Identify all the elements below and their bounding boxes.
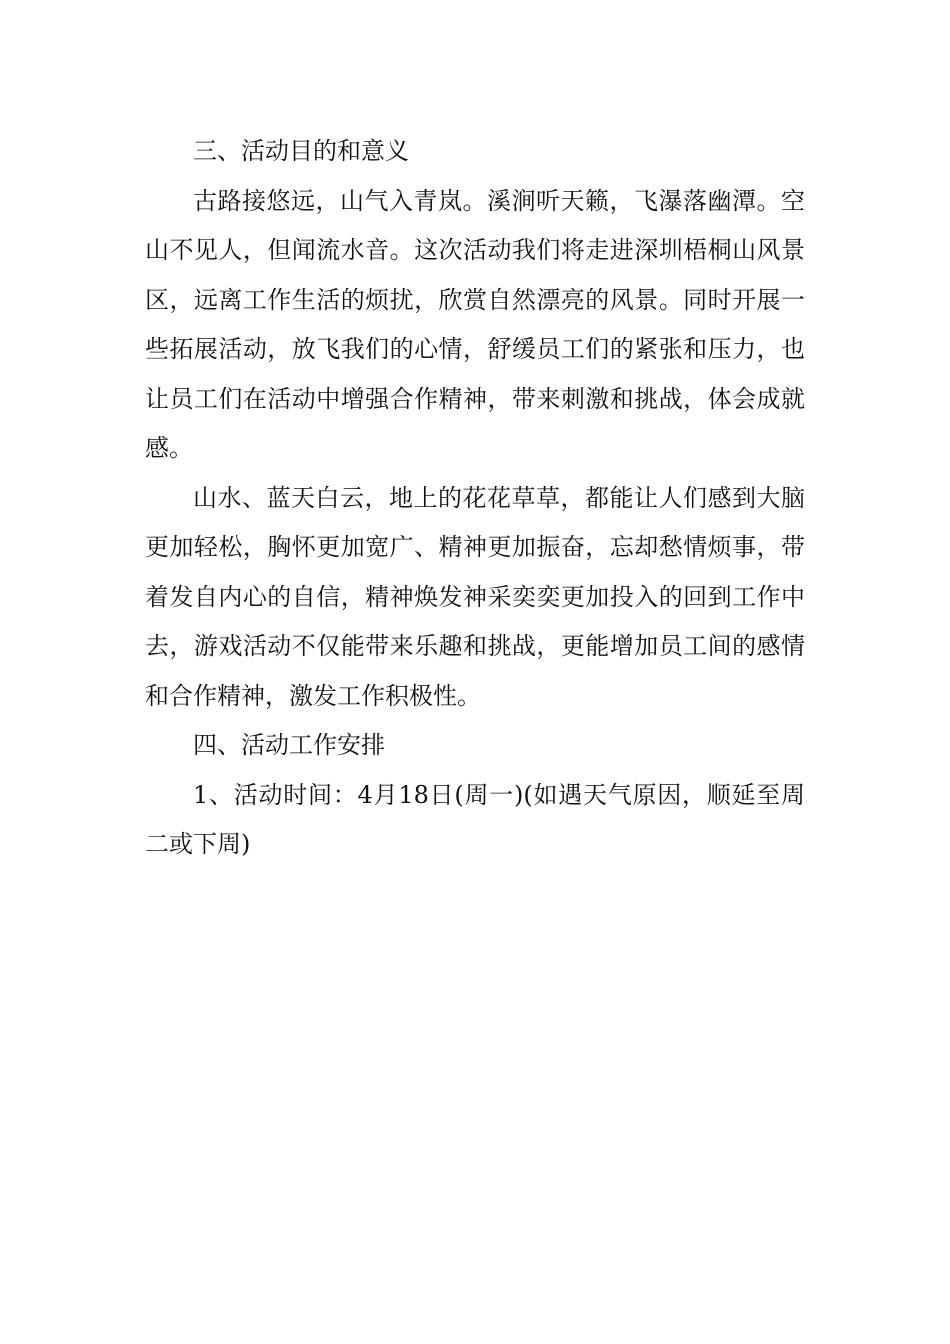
paragraph-activity-time: 1、活动时间：4月18日(周一)(如遇天气原因，顺延至周二或下周) xyxy=(145,780,805,858)
section-heading-arrangement: 四、活动工作安排 xyxy=(193,731,385,759)
paragraph-scenery-intro: 古路接悠远，山气入青岚。溪涧听天籁，飞瀑落幽潭。空山不见人，但闻流水音。这次活动我们将走进深圳梧桐山风景区，远离工作生活的烦扰，欣赏自然漂亮的风景。同时开展一些拓展活动，放飞我们的心情，舒缓员工们的紧张和压力，也让员工们在活动中增强合作精神，带来刺激和挑战，体会成就感。 xyxy=(145,186,805,462)
paragraph-activity-benefits: 山水、蓝天白云，地上的花花草草，都能让人们感到大脑更加轻松，胸怀更加宽广、精神更加振奋，忘却愁情烦事，带着发自内心的自信，精神焕发神采奕奕更加投入的回到工作中去，游戏活动不仅能带来乐趣和挑战，更能增加员工间的感情和合作精神，激发工作积极性。 xyxy=(145,483,805,710)
document-body xyxy=(145,127,805,870)
section-heading-purpose: 三、活动目的和意义 xyxy=(193,137,409,165)
